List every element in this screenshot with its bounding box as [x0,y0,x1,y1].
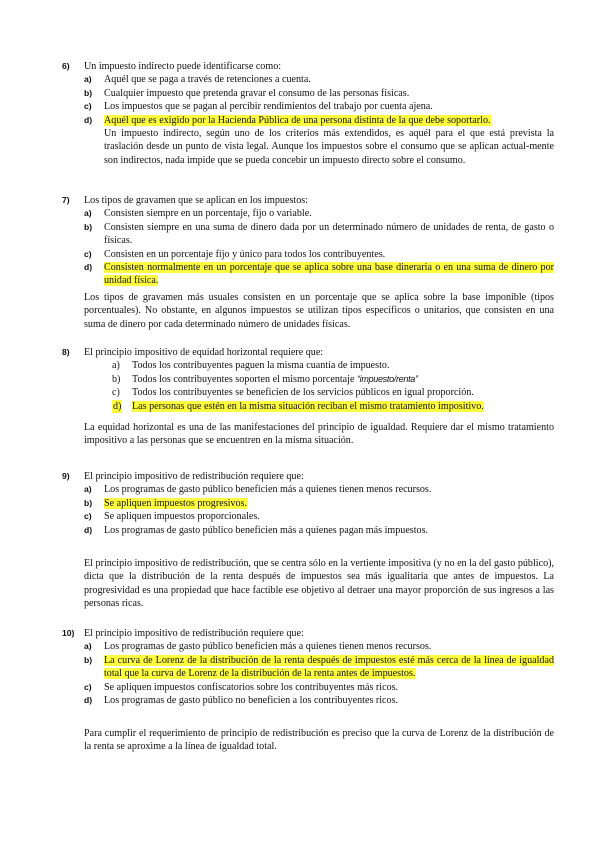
option-d-correct: d) Las personas que estén en la misma situación reciban el mismo tratamiento impositivo. [113,400,484,412]
question-text: El principio impositivo de equidad horizontal requiere que: [84,347,324,358]
question-6 [62,60,554,167]
quoted-term: “impuesto/renta” [356,373,418,384]
option-c: c) Consisten en un porcentaje fijo y único para todos los contribuyentes. [84,248,386,260]
question-10 [62,627,554,707]
question-text: El principio impositivo de redistribución requiere que: [84,471,304,482]
question-number: 9) [62,471,70,481]
option-b: b) Cualquier impuesto que pretenda gravar el consumo de las personas físicas. [84,87,410,99]
option-c: c) Se apliquen impuestos proporcionales. [84,511,260,523]
answer-highlight: Consisten normalmente en un porcentaje que se aplica sobre una base dineraria o en una suma de dinero por unidad física. [104,262,554,287]
option-c: c) Se apliquen impuestos confiscatorios sobre los contribuyentes más ricos. [84,681,399,693]
option-a: a) Aquél que se paga a través de retenciones a cuenta. [84,74,311,86]
question-text: Un impuesto indirecto puede identificarse como: [84,61,282,72]
explanation-10: Para cumplir el requerimiento de principio de redistribución es preciso que la curva de Lorenz de la distribución de la renta se aproxime a la línea de igualdad total. [84,728,554,753]
option-b: b) Consisten siempre en una suma de dinero dada por un determinado número de unidades de renta, de gasto o físicas. [84,221,554,247]
question-number: 8) [62,347,70,357]
answer-highlight: La curva de Lorenz de la distribución de la renta después de impuestos esté más cerca de la línea de igualdad total que la curva de Lorenz de la distribución de la renta antes de impuestos. [104,654,554,680]
question-9 [62,470,554,537]
option-b: b) Todos los contribuyentes soporten el mismo porcentaje “impuesto/renta” [112,373,418,385]
question-text: El principio impositivo de redistribución requiere que: [84,628,304,639]
option-d-correct: d) Aquél que es exigido por la Hacienda Pública de una persona distinta de la que debe soportarlo. [84,114,491,126]
option-c: c) Todos los contribuyentes se beneficien de los servicios públicos en igual proporción. [112,387,474,399]
explanation-9: El principio impositivo de redistribución, que se centra sólo en la vertiente impositiva (y no en la del gasto público), dicta que la distribución de la renta después de impuestos sea más igualitaria que antes de impuestos. La progresividad es una propiedad que hace factible ese objetivo al detraer una mayor proporción de sus ingresos a las personas ricas. [84,558,554,610]
explanation-7: Los tipos de gravamen más usuales consisten en un porcentaje que se aplica sobre la base imponible (tipos porcentuales). No obstante, en algunos impuestos se utilizan tipos específicos o unitarios, que consisten en una suma de dinero por cada determinado número de unidades físicas. [84,292,554,330]
option-c: c) Los impuestos que se pagan al percibir rendimientos del trabajo por cuenta ajena. [84,101,433,113]
answer-highlight: Aquél que es exigido por la Hacienda Pública de una persona distinta de la que debe soportarlo. [104,114,491,126]
question-text: Los tipos de gravamen que se aplican en los impuestos: [84,195,308,206]
option-b-correct: b) La curva de Lorenz de la distribución de la renta después de impuestos esté más cerca de la línea de igualdad total que la curva de Lorenz de la distribución de la renta antes de impuestos. [84,654,554,680]
option-b-correct: b) Se apliquen impuestos progresivos. [84,497,247,509]
explanation-8: La equidad horizontal es una de las manifestaciones del principio de igualdad. Requiere dar el mismo tratamiento impositivo a las personas que se encuentren en la misma situación. [84,422,554,447]
question-number: 10) [62,628,75,638]
answer-highlight: Las personas que estén en la misma situación reciban el mismo tratamiento impositivo. [132,400,484,412]
option-d: d) Los programas de gasto público beneficien más a quienes pagan más impuestos. [84,524,429,536]
answer-highlight: Se apliquen impuestos progresivos. [104,497,247,509]
option-a: a) Consisten siempre en un porcentaje, fijo o variable. [84,208,312,220]
option-a: a) Los programas de gasto público beneficien más a quienes tienen menos recursos. [84,484,432,496]
option-d-correct: d) Consisten normalmente en un porcentaje que se aplica sobre una base dineraria o en una suma de dinero por unidad física. [84,262,554,287]
question-number: 6) [62,61,70,71]
option-a: a) Los programas de gasto público beneficien más a quienes tienen menos recursos. [84,641,432,653]
question-8 [62,346,554,413]
option-a: a) Todos los contribuyentes paguen la misma cuantía de impuesto. [112,360,390,372]
explanation: Un impuesto indirecto, según uno de los criterios más extendidos, es aquél para el que está prevista la traslación desde un punto de vista legal. Aunque los impuestos sobre el consumo que se aplican actual-mente son indirectos, nada impide que se pueda concebir un impuesto directo sobre el consumo. [104,128,554,166]
option-d: d) Los programas de gasto público no beneficien a los contribuyentes ricos. [84,695,399,707]
question-number: 7) [62,195,70,205]
question-7 [62,194,554,288]
